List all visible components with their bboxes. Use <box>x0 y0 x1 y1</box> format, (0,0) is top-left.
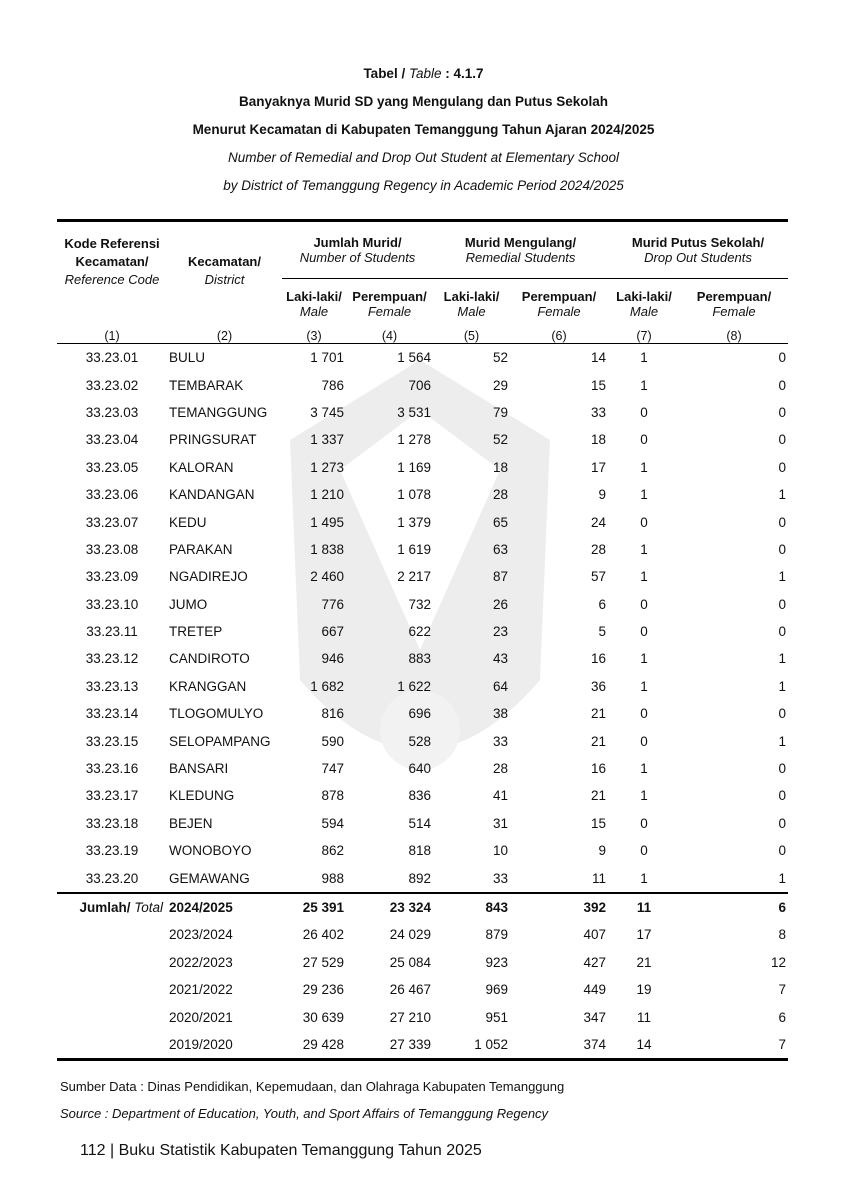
students-male-cell: 747 <box>321 761 344 777</box>
district-code-cell: 33.23.06 <box>85 487 139 503</box>
district-name-cell: JUMO <box>169 596 208 612</box>
col-number: (3) <box>282 329 346 344</box>
students-female-cell: 1 379 <box>397 514 431 530</box>
dropout-female-cell: 0 <box>778 706 786 722</box>
total-dropout-male-cell: 21 <box>636 954 652 970</box>
total-dropout-female-cell: 7 <box>680 1031 788 1060</box>
table-row <box>57 618 788 645</box>
dropout-female-cell: 1 <box>778 733 786 749</box>
total-year-cell: 2024/2025 <box>167 893 282 921</box>
total-label-en: Total <box>134 900 163 915</box>
total-dropout-male-cell: 11 <box>636 1009 651 1025</box>
remedial-male-cell: 64 <box>492 678 508 694</box>
total-remedial-female-cell: 407 <box>583 927 606 943</box>
dropout-female-cell: 0 <box>778 459 786 475</box>
total-remedial-female-cell: 374 <box>510 1031 608 1060</box>
total-row <box>57 976 788 1003</box>
table-row <box>57 454 788 481</box>
total-label-cell <box>57 1003 167 1030</box>
total-row <box>57 949 788 976</box>
dropout-female-cell: 1 <box>778 651 786 667</box>
district-name-cell: KALORAN <box>169 459 234 475</box>
district-code-cell: 33.23.12 <box>85 651 139 667</box>
students-male-cell: 1 337 <box>310 432 344 448</box>
total-remedial-female-cell: 427 <box>583 954 606 970</box>
district-code-cell: 33.23.17 <box>85 788 139 804</box>
dropout-female-cell: 1 <box>778 569 786 585</box>
total-label-cell <box>57 921 167 948</box>
district-name-cell: CANDIROTO <box>169 651 250 667</box>
header-remedial-male: Laki-laki/ Male <box>433 279 510 330</box>
total-dropout-female-cell: 8 <box>778 927 786 943</box>
district-code-cell: 33.23.07 <box>85 514 139 530</box>
total-students-female-cell: 26 467 <box>389 982 431 998</box>
total-students-male-cell: 29 236 <box>302 982 344 998</box>
district-code-cell: 33.23.13 <box>85 678 139 694</box>
total-year-cell: 2019/2020 <box>167 1031 282 1060</box>
header-remedial: Murid Mengulang/ Remedial Students <box>433 221 608 279</box>
total-students-male-cell: 27 529 <box>302 954 344 970</box>
total-year-cell: 2023/2024 <box>169 927 233 943</box>
total-remedial-male-cell: 969 <box>485 982 508 998</box>
total-dropout-female-cell: 12 <box>770 954 786 970</box>
total-remedial-female-cell: 347 <box>583 1009 606 1025</box>
total-remedial-male-cell: 951 <box>485 1009 508 1025</box>
header-students: Jumlah Murid/ Number of Students <box>282 221 433 279</box>
dropout-male-cell: 1 <box>640 569 648 585</box>
title-block <box>0 60 847 200</box>
header-remedial-female: Perempuan/ Female <box>510 279 608 330</box>
dropout-male-cell: 0 <box>640 843 648 859</box>
district-code-cell: 33.23.19 <box>85 843 139 859</box>
table-row <box>57 536 788 563</box>
total-row <box>57 1003 788 1030</box>
remedial-female-cell: 9 <box>598 843 606 859</box>
total-row <box>57 893 788 921</box>
total-remedial-female-cell: 449 <box>583 982 606 998</box>
district-code-cell: 33.23.05 <box>85 459 139 475</box>
students-male-cell: 1 495 <box>310 514 344 530</box>
dropout-female-cell: 1 <box>778 870 786 886</box>
dropout-male-cell: 0 <box>640 514 648 530</box>
remedial-male-cell: 52 <box>492 432 508 448</box>
total-students-female-cell: 27 339 <box>346 1031 433 1060</box>
district-code-cell: 33.23.14 <box>85 706 139 722</box>
dropout-male-cell: 1 <box>640 870 648 886</box>
remedial-female-cell: 18 <box>590 432 606 448</box>
dropout-male-cell: 1 <box>640 350 648 366</box>
district-name-cell: BEJEN <box>169 815 213 831</box>
total-dropout-male-cell: 19 <box>636 982 652 998</box>
remedial-female-cell: 15 <box>590 815 606 831</box>
district-name-cell: TRETEP <box>169 624 223 640</box>
district-name-cell: SELOPAMPANG <box>169 733 271 749</box>
remedial-female-cell: 9 <box>598 487 606 503</box>
title-en-line1: Number of Remedial and Drop Out Student at Elementary School <box>228 150 619 165</box>
remedial-female-cell: 21 <box>590 706 606 722</box>
students-female-cell: 514 <box>408 815 431 831</box>
table-row <box>57 508 788 535</box>
total-remedial-male-cell: 879 <box>485 927 508 943</box>
remedial-female-cell: 57 <box>590 569 606 585</box>
remedial-female-cell: 11 <box>591 870 606 886</box>
district-name-cell: KANDANGAN <box>169 487 255 503</box>
district-code-cell: 33.23.01 <box>85 350 139 366</box>
students-male-cell: 816 <box>321 706 344 722</box>
students-male-cell: 988 <box>321 870 344 886</box>
district-name-cell: PARAKAN <box>169 541 233 557</box>
students-female-cell: 640 <box>408 761 431 777</box>
dropout-male-cell: 1 <box>640 459 648 475</box>
col-number: (8) <box>680 329 788 344</box>
total-students-female-cell: 25 084 <box>389 954 431 970</box>
remedial-male-cell: 87 <box>492 569 508 585</box>
students-female-cell: 1 619 <box>397 541 431 557</box>
total-students-male-cell: 29 428 <box>282 1031 346 1060</box>
students-female-cell: 836 <box>408 788 431 804</box>
dropout-male-cell: 0 <box>640 596 648 612</box>
header-students-female: Perempuan/ Female <box>346 279 433 330</box>
total-dropout-male-cell: 17 <box>636 927 652 943</box>
remedial-male-cell: 33 <box>492 733 508 749</box>
dropout-female-cell: 0 <box>778 788 786 804</box>
students-male-cell: 786 <box>321 377 344 393</box>
students-male-cell: 878 <box>321 788 344 804</box>
students-male-cell: 862 <box>321 843 344 859</box>
remedial-female-cell: 21 <box>590 788 606 804</box>
students-female-cell: 818 <box>408 843 431 859</box>
col-number: (1) <box>57 329 167 344</box>
district-code-cell: 33.23.10 <box>85 596 139 612</box>
remedial-male-cell: 28 <box>492 487 508 503</box>
students-female-cell: 1 278 <box>397 432 431 448</box>
total-label-cell <box>57 893 167 921</box>
remedial-female-cell: 33 <box>590 404 606 420</box>
students-male-cell: 594 <box>321 815 344 831</box>
students-female-cell: 696 <box>408 706 431 722</box>
source-note <box>60 1073 564 1127</box>
table-row <box>57 563 788 590</box>
dropout-male-cell: 1 <box>640 487 648 503</box>
total-remedial-male-cell: 1 052 <box>433 1031 510 1060</box>
dropout-female-cell: 0 <box>778 432 786 448</box>
district-code-cell: 33.23.09 <box>85 569 139 585</box>
total-remedial-male-cell: 843 <box>433 893 510 921</box>
dropout-male-cell: 1 <box>640 377 648 393</box>
remedial-female-cell: 28 <box>590 541 606 557</box>
district-name-cell: KRANGGAN <box>169 678 247 694</box>
district-name-cell: TEMANGGUNG <box>169 404 268 420</box>
student-table <box>57 219 788 1061</box>
total-row <box>57 1031 788 1060</box>
remedial-male-cell: 23 <box>492 624 508 640</box>
students-female-cell: 3 531 <box>397 404 431 420</box>
total-students-male-cell: 25 391 <box>282 893 346 921</box>
district-code-cell: 33.23.15 <box>85 733 139 749</box>
remedial-male-cell: 18 <box>492 459 508 475</box>
district-code-cell: 33.23.03 <box>85 404 139 420</box>
dropout-male-cell: 0 <box>640 624 648 640</box>
page-footer <box>80 1142 482 1160</box>
remedial-male-cell: 52 <box>492 350 508 366</box>
table-row <box>57 837 788 864</box>
header-district: Kecamatan/ District <box>167 221 282 330</box>
dropout-female-cell: 0 <box>778 514 786 530</box>
total-remedial-male-cell: 923 <box>485 954 508 970</box>
students-male-cell: 776 <box>321 596 344 612</box>
total-dropout-male-cell: 11 <box>608 893 680 921</box>
students-female-cell: 622 <box>408 624 431 640</box>
dropout-male-cell: 0 <box>640 815 648 831</box>
remedial-male-cell: 65 <box>492 514 508 530</box>
district-name-cell: WONOBOYO <box>169 843 252 859</box>
district-name-cell: KEDU <box>169 514 207 530</box>
table-row <box>57 399 788 426</box>
district-name-cell: PRINGSURAT <box>169 432 257 448</box>
students-female-cell: 528 <box>408 733 431 749</box>
district-code-cell: 33.23.04 <box>85 432 139 448</box>
students-female-cell: 2 217 <box>397 569 431 585</box>
total-year-cell: 2022/2023 <box>169 954 233 970</box>
table-row <box>57 673 788 700</box>
total-label-id: Jumlah/ <box>79 900 131 915</box>
title-id-line1: Banyaknya Murid SD yang Mengulang dan Putus Sekolah <box>238 94 609 109</box>
total-year-cell: 2020/2021 <box>169 1009 233 1025</box>
dropout-female-cell: 0 <box>778 624 786 640</box>
header-dropout-female: Perempuan/ Female <box>680 279 788 330</box>
dropout-female-cell: 0 <box>778 404 786 420</box>
total-row <box>57 921 788 948</box>
source-id: Sumber Data : Dinas Pendidikan, Kepemudaan, dan Olahraga Kabupaten Temanggung <box>60 1079 565 1094</box>
students-female-cell: 1 622 <box>397 678 431 694</box>
remedial-male-cell: 41 <box>492 788 508 804</box>
table-row <box>57 344 788 372</box>
dropout-female-cell: 0 <box>778 377 786 393</box>
col-number: (6) <box>510 329 608 344</box>
students-male-cell: 590 <box>321 733 344 749</box>
dropout-female-cell: 0 <box>778 596 786 612</box>
dropout-female-cell: 0 <box>778 761 786 777</box>
students-female-cell: 706 <box>408 377 431 393</box>
total-label-cell <box>57 949 167 976</box>
remedial-male-cell: 26 <box>492 596 508 612</box>
students-male-cell: 667 <box>321 624 344 640</box>
remedial-female-cell: 16 <box>590 651 606 667</box>
district-name-cell: GEMAWANG <box>169 870 250 886</box>
table-row <box>57 782 788 809</box>
total-students-male-cell: 30 639 <box>302 1009 344 1025</box>
remedial-female-cell: 36 <box>590 678 606 694</box>
students-male-cell: 2 460 <box>310 569 344 585</box>
remedial-male-cell: 10 <box>492 843 508 859</box>
total-remedial-female-cell: 392 <box>510 893 608 921</box>
header-students-male: Laki-laki/ Male <box>282 279 346 330</box>
header-dropout: Murid Putus Sekolah/ Drop Out Students <box>608 221 788 279</box>
dropout-male-cell: 1 <box>640 788 648 804</box>
students-male-cell: 3 745 <box>310 404 344 420</box>
col-number: (2) <box>167 329 282 344</box>
dropout-male-cell: 1 <box>640 651 648 667</box>
total-label-cell <box>57 976 167 1003</box>
remedial-female-cell: 14 <box>590 350 606 366</box>
dropout-female-cell: 0 <box>778 843 786 859</box>
remedial-female-cell: 6 <box>598 596 606 612</box>
col-number: (7) <box>608 329 680 344</box>
students-male-cell: 1 682 <box>310 678 344 694</box>
district-code-cell: 33.23.16 <box>85 761 139 777</box>
source-en: Source : Department of Education, Youth, and Sport Affairs of Temanggung Regency <box>60 1106 549 1121</box>
students-female-cell: 732 <box>408 596 431 612</box>
column-number-row <box>57 329 788 344</box>
remedial-female-cell: 5 <box>598 624 606 640</box>
students-female-cell: 1 564 <box>397 350 431 366</box>
students-male-cell: 1 210 <box>310 487 344 503</box>
table-number-line: Tabel / Table : 4.1.7 <box>363 66 484 81</box>
footer-separator: | <box>109 1142 115 1159</box>
district-code-cell: 33.23.11 <box>86 624 138 640</box>
district-name-cell: BANSARI <box>169 761 229 777</box>
district-code-cell: 33.23.18 <box>85 815 139 831</box>
total-year-cell: 2021/2022 <box>169 982 233 998</box>
dropout-male-cell: 0 <box>640 706 648 722</box>
remedial-male-cell: 31 <box>492 815 508 831</box>
dropout-female-cell: 0 <box>778 815 786 831</box>
title-id-line2: Menurut Kecamatan di Kabupaten Temanggung Tahun Ajaran 2024/2025 <box>192 122 655 137</box>
remedial-male-cell: 29 <box>492 377 508 393</box>
remedial-female-cell: 15 <box>590 377 606 393</box>
total-students-female-cell: 23 324 <box>346 893 433 921</box>
remedial-female-cell: 16 <box>590 761 606 777</box>
col-number: (4) <box>346 329 433 344</box>
table-row <box>57 371 788 398</box>
table-row <box>57 727 788 754</box>
students-female-cell: 883 <box>408 651 431 667</box>
remedial-female-cell: 24 <box>590 514 606 530</box>
dropout-female-cell: 0 <box>778 541 786 557</box>
total-dropout-female-cell: 6 <box>778 1009 786 1025</box>
students-male-cell: 1 838 <box>310 541 344 557</box>
remedial-female-cell: 17 <box>590 459 606 475</box>
total-students-female-cell: 24 029 <box>389 927 431 943</box>
district-name-cell: KLEDUNG <box>169 788 235 804</box>
table-row <box>57 810 788 837</box>
table-row <box>57 481 788 508</box>
students-female-cell: 892 <box>408 870 431 886</box>
table-row <box>57 426 788 453</box>
book-title: Buku Statistik Kabupaten Temanggung Tahun 2025 <box>118 1142 482 1159</box>
district-name-cell: BULU <box>169 350 206 366</box>
total-students-male-cell: 26 402 <box>302 927 344 943</box>
remedial-male-cell: 43 <box>492 651 508 667</box>
students-female-cell: 1 169 <box>397 459 431 475</box>
total-label-cell <box>57 1031 167 1060</box>
table-row <box>57 755 788 782</box>
district-name-cell: NGADIREJO <box>169 569 248 585</box>
header-code: Kode Referensi Kecamatan/ Reference Code <box>57 221 167 330</box>
students-female-cell: 1 078 <box>397 487 431 503</box>
table-row <box>57 591 788 618</box>
district-name-cell: TEMBARAK <box>169 377 244 393</box>
dropout-female-cell: 1 <box>778 487 786 503</box>
district-name-cell: TLOGOMULYO <box>169 706 264 722</box>
remedial-male-cell: 79 <box>492 404 508 420</box>
title-en-line2: by District of Temanggung Regency in Academic Period 2024/2025 <box>223 178 624 193</box>
dropout-male-cell: 0 <box>640 432 648 448</box>
dropout-male-cell: 1 <box>640 678 648 694</box>
remedial-female-cell: 21 <box>590 733 606 749</box>
district-code-cell: 33.23.20 <box>85 870 139 886</box>
district-code-cell: 33.23.02 <box>85 377 139 393</box>
total-students-female-cell: 27 210 <box>389 1009 431 1025</box>
table-row <box>57 864 788 892</box>
table-row <box>57 700 788 727</box>
col-number: (5) <box>433 329 510 344</box>
table-row <box>57 645 788 672</box>
total-dropout-female-cell: 6 <box>680 893 788 921</box>
students-male-cell: 1 273 <box>310 459 344 475</box>
dropout-male-cell: 0 <box>640 733 648 749</box>
remedial-male-cell: 38 <box>492 706 508 722</box>
remedial-male-cell: 28 <box>492 761 508 777</box>
dropout-male-cell: 1 <box>640 761 648 777</box>
dropout-male-cell: 1 <box>640 541 648 557</box>
remedial-male-cell: 33 <box>492 870 508 886</box>
students-male-cell: 946 <box>321 651 344 667</box>
total-dropout-male-cell: 14 <box>608 1031 680 1060</box>
header-dropout-male: Laki-laki/ Male <box>608 279 680 330</box>
district-code-cell: 33.23.08 <box>85 541 139 557</box>
students-male-cell: 1 701 <box>310 350 344 366</box>
remedial-male-cell: 63 <box>492 541 508 557</box>
page-number: 112 <box>80 1142 106 1159</box>
total-dropout-female-cell: 7 <box>778 982 786 998</box>
dropout-female-cell: 1 <box>778 678 786 694</box>
dropout-female-cell: 0 <box>778 350 786 366</box>
dropout-male-cell: 0 <box>640 404 648 420</box>
